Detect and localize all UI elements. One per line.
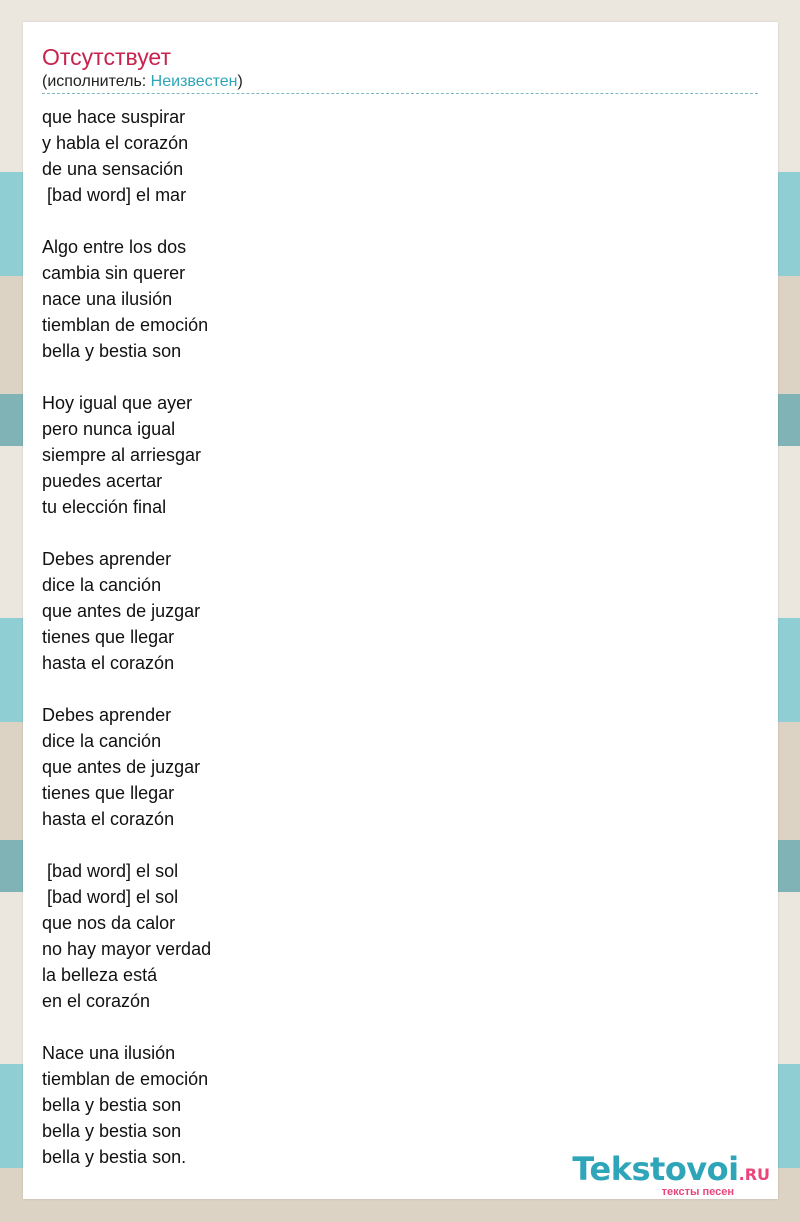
- lyric-line: pero nunca igual: [42, 419, 176, 439]
- logo-name: Tekstovoi: [572, 1150, 739, 1188]
- lyric-line: Debes aprender: [42, 705, 172, 725]
- lyric-line: bella y bestia son: [42, 1121, 182, 1141]
- lyric-line: no hay mayor verdad: [42, 939, 212, 959]
- lyric-line: puedes acertar: [42, 471, 163, 491]
- artist-line: [42, 72, 758, 94]
- stanza-break: [42, 676, 211, 702]
- stanza-break: [42, 832, 211, 858]
- lyric-line: dice la canción: [42, 575, 162, 595]
- stanza-break: [42, 1014, 211, 1040]
- lyric-line: tienes que llegar: [42, 783, 175, 803]
- lyric-line: bella y bestia son.: [42, 1147, 187, 1167]
- lyric-line: que antes de juzgar: [42, 757, 201, 777]
- lyric-line: dice la canción: [42, 731, 162, 751]
- lyric-line: Debes aprender: [42, 549, 172, 569]
- artist-prefix: (исполнитель:: [42, 73, 151, 90]
- lyric-line: hasta el corazón: [42, 809, 175, 829]
- lyric-line: la belleza está: [42, 965, 158, 985]
- lyric-line: tienes que llegar: [42, 627, 175, 647]
- lyric-line: nace una ilusión: [42, 289, 173, 309]
- lyric-line: [bad word] el sol: [42, 861, 179, 881]
- lyric-line: tu elección final: [42, 497, 167, 517]
- lyric-line: y habla el corazón: [42, 133, 189, 153]
- lyric-line: Nace una ilusión: [42, 1043, 176, 1063]
- lyric-line: [bad word] el sol: [42, 887, 179, 907]
- artist-link[interactable]: Неизвестен: [150, 73, 238, 90]
- song-title: Отсутствует: [42, 44, 171, 70]
- lyric-line: bella y bestia son: [42, 1095, 182, 1115]
- lyrics-card: [23, 22, 778, 1199]
- lyric-line: [bad word] el mar: [42, 185, 187, 205]
- lyrics-text: [42, 104, 211, 1170]
- lyric-line: de una sensación: [42, 159, 184, 179]
- lyric-line: tiemblan de emoción: [42, 315, 209, 335]
- lyric-line: que antes de juzgar: [42, 601, 201, 621]
- stanza-break: [42, 208, 211, 234]
- lyric-line: bella y bestia son: [42, 341, 182, 361]
- logo-tagline: тексты песен: [661, 1186, 734, 1198]
- lyric-line: que nos da calor: [42, 913, 176, 933]
- logo-tld: .RU: [738, 1165, 770, 1184]
- lyric-line: siempre al arriesgar: [42, 445, 202, 465]
- lyric-line: cambia sin querer: [42, 263, 186, 283]
- site-logo[interactable]: [572, 1152, 770, 1198]
- stanza-break: [42, 364, 211, 390]
- stanza-break: [42, 520, 211, 546]
- lyric-line: que hace suspirar: [42, 107, 186, 127]
- lyric-line: tiemblan de emoción: [42, 1069, 209, 1089]
- lyric-line: hasta el corazón: [42, 653, 175, 673]
- lyric-line: Algo entre los dos: [42, 237, 187, 257]
- lyric-line: en el corazón: [42, 991, 151, 1011]
- lyric-line: Hoy igual que ayer: [42, 393, 193, 413]
- artist-suffix: ): [237, 73, 243, 90]
